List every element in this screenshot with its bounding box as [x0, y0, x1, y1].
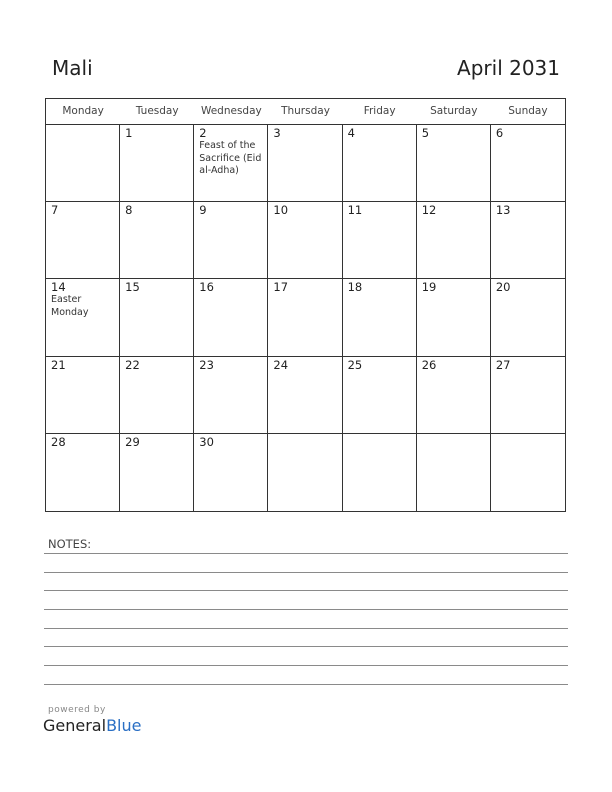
- day-cell: [417, 125, 491, 202]
- notes-line: [44, 628, 568, 629]
- day-cells: [46, 125, 565, 511]
- day-cell: [343, 434, 417, 511]
- generalblue-logo: [43, 716, 141, 735]
- day-number: 23: [199, 357, 214, 372]
- day-number: 20: [495, 280, 511, 295]
- day-number: 29: [125, 434, 140, 449]
- day-number: 26: [421, 357, 437, 372]
- day-cell: [120, 125, 194, 202]
- day-number: 22: [125, 357, 140, 372]
- day-cell: [268, 357, 342, 434]
- day-number: 15: [125, 280, 140, 295]
- weekday-label: Thursday: [281, 105, 330, 117]
- weekday-label: Friday: [363, 105, 396, 117]
- day-cell: [46, 434, 120, 511]
- notes-line: [44, 572, 568, 573]
- day-number: 2: [199, 126, 207, 140]
- day-cell: [194, 202, 268, 279]
- day-number: 8: [125, 203, 133, 218]
- day-cell: [194, 279, 268, 356]
- brand-general: General: [43, 716, 107, 735]
- day-number: 25: [347, 357, 363, 372]
- day-cell: [491, 125, 565, 202]
- day-cell: [268, 125, 342, 202]
- weekday-label: Saturday: [430, 105, 478, 117]
- day-cell: [343, 125, 417, 202]
- day-number: 3: [273, 126, 281, 140]
- day-number: 21: [51, 357, 66, 372]
- day-cell: [46, 279, 120, 356]
- day-cell: [268, 279, 342, 356]
- day-number: 9: [199, 203, 207, 218]
- day-cell: [120, 279, 194, 356]
- day-cell: [120, 434, 194, 511]
- day-number: 19: [421, 280, 437, 295]
- day-cell: [194, 125, 268, 202]
- day-number: 13: [495, 203, 511, 218]
- brand-blue: Blue: [106, 716, 142, 735]
- day-cell: [46, 357, 120, 434]
- day-number: 7: [51, 203, 59, 218]
- month-year-title: April 2031: [457, 56, 560, 80]
- day-cell: [491, 434, 565, 511]
- day-cell: [417, 434, 491, 511]
- day-cell: [268, 202, 342, 279]
- day-cell: [491, 357, 565, 434]
- day-cell: [417, 202, 491, 279]
- day-number: 10: [273, 203, 289, 218]
- day-cell: [417, 357, 491, 434]
- day-number: 1: [125, 126, 133, 140]
- day-cell: [120, 202, 194, 279]
- day-cell: [120, 357, 194, 434]
- day-cell: [194, 434, 268, 511]
- day-number: 5: [421, 126, 430, 140]
- day-cell: [194, 357, 268, 434]
- day-number: 27: [495, 357, 511, 372]
- day-cell: [268, 434, 342, 511]
- day-cell: [343, 279, 417, 356]
- weekday-label: Wednesday: [200, 105, 262, 117]
- country-title: Mali: [52, 56, 93, 80]
- day-cell: [343, 357, 417, 434]
- day-number: 17: [273, 280, 289, 295]
- notes-line: [44, 609, 568, 610]
- day-number: 24: [273, 357, 289, 372]
- calendar-grid: [45, 98, 566, 512]
- day-number: 14: [51, 280, 66, 295]
- day-cell: [491, 279, 565, 356]
- day-number: 18: [347, 280, 363, 295]
- day-cell: [417, 279, 491, 356]
- weekday-label: Tuesday: [135, 105, 179, 117]
- day-cell: [46, 125, 120, 202]
- day-cell: [46, 202, 120, 279]
- notes-line: [44, 665, 568, 666]
- holiday-label: Feast of the Sacrifice (Eid al-Adha): [199, 140, 262, 176]
- day-number: 16: [199, 280, 214, 295]
- day-number: 30: [199, 434, 214, 449]
- day-number: 28: [51, 434, 66, 449]
- day-number: 11: [347, 203, 363, 218]
- notes-label: NOTES:: [48, 537, 92, 551]
- day-number: 6: [495, 126, 504, 140]
- powered-by-text: powered by: [48, 705, 106, 715]
- notes-line: [44, 646, 568, 647]
- notes-line: [44, 684, 568, 685]
- day-cell: [343, 202, 417, 279]
- day-cell: [491, 202, 565, 279]
- weekday-label: Monday: [62, 105, 104, 117]
- weekday-header-row: [46, 99, 565, 125]
- notes-line: [44, 590, 568, 591]
- day-number: 4: [347, 126, 355, 140]
- weekday-label: Sunday: [508, 105, 548, 117]
- day-number: 12: [421, 203, 437, 218]
- holiday-label: Easter Monday: [51, 294, 89, 318]
- notes-line: [44, 553, 568, 554]
